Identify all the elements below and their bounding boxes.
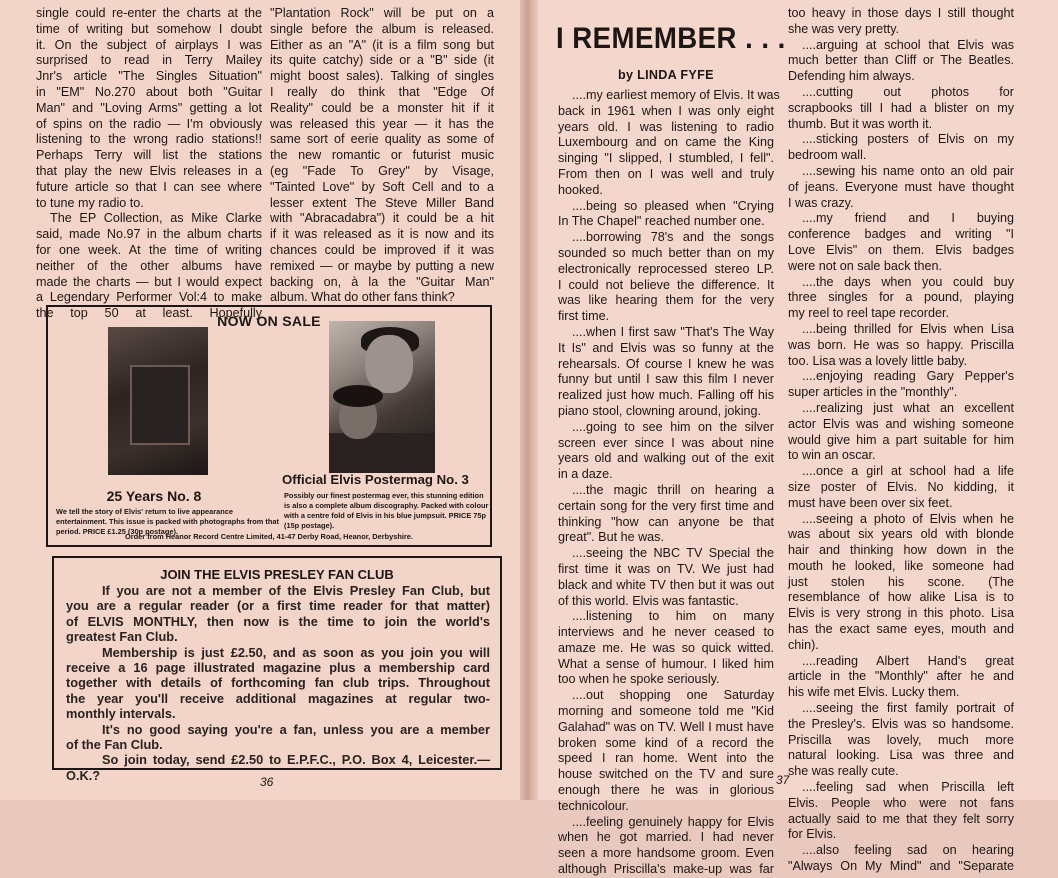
text-line: years old. I was listening to radio xyxy=(558,119,774,134)
text-line: conference badges and writing "I xyxy=(788,227,1014,242)
text-line: made the charts — but I would expect xyxy=(36,274,262,289)
fan-club-text-line: of ELVIS MONTHLY, then now is the time to join the world's xyxy=(66,613,490,629)
advert-order-address: Order from Heanor Record Centre Limited, 41-47 Derby Road, Heanor, Derbyshire. xyxy=(125,532,413,541)
fan-club-text-line: together with details of forthcoming fan club trips. Throughout xyxy=(66,675,490,691)
text-line: in "EM" No.270 about both "Guitar xyxy=(36,84,262,99)
text-line: first time it was on TV. We just had xyxy=(558,561,774,576)
text-line: much better than Cliff or The Beatles. xyxy=(788,53,1014,68)
text-line: ....borrowing 78's and the songs xyxy=(572,230,774,245)
text-line: for Elvis. xyxy=(788,827,837,842)
text-line: too. Lisa was a lovely little baby. xyxy=(788,353,967,368)
fan-club-text-line: monthly intervals. xyxy=(66,706,176,722)
text-line: ....when I first saw "That's The Way xyxy=(572,324,774,339)
text-line: ....arguing at school that Elvis was xyxy=(802,37,1014,52)
right-page xyxy=(532,0,1058,877)
text-line: resemblance of how alike Lisa is to xyxy=(788,590,1014,605)
text-line: too when he spoke seriously. xyxy=(558,672,720,687)
text-line: I could not believe the difference. It xyxy=(558,277,774,292)
text-line: natural looking. Lisa was three and xyxy=(788,748,1014,763)
text-line: the Presley's. Elvis was so handsome. xyxy=(788,716,1014,731)
text-line: was born. He was so happy. Priscilla xyxy=(788,337,1014,352)
text-line: I really do think that "Edge Of xyxy=(270,84,494,99)
fan-club-body xyxy=(66,583,490,783)
text-line: technicolour. xyxy=(558,798,629,813)
text-line: were not on sale back then. xyxy=(788,258,943,273)
text-line: ....sticking posters of Elvis on my xyxy=(802,132,1014,147)
text-line: just stolen his scone. (The xyxy=(788,574,1014,589)
text-line: ....realizing just what an excellent xyxy=(802,400,1014,415)
text-line: would give him a part suitable for him xyxy=(788,432,1014,447)
text-line: speed I ran home. Went into the xyxy=(558,751,774,766)
text-line: ....once a girl at school had a life xyxy=(802,464,1014,479)
text-line: super articles in the "monthly". xyxy=(788,385,958,400)
text-line: singing "I slipped, I stumbled, I fell". xyxy=(558,151,774,166)
text-line: What a sense of humour. I liked him xyxy=(558,656,774,671)
text-line: "Always On My Mind" and "Separate xyxy=(788,859,1014,874)
text-line: backing on, à la the "Guitar Man" xyxy=(270,274,494,289)
text-line: ....sewing his name onto an old pair xyxy=(802,163,1014,178)
text-line: actor Elvis was and wishing someone xyxy=(788,416,1014,431)
text-line: of jeans. Everyone must have thought xyxy=(788,179,1014,194)
text-line: funny but until I saw this film I never xyxy=(558,372,774,387)
text-line: surprised to read in Terry Mailey xyxy=(36,53,262,68)
text-line: ....out shopping one Saturday xyxy=(572,688,774,703)
text-line: realized just how much. Falling off his xyxy=(558,388,774,403)
text-line: future article so that I can see where xyxy=(36,179,262,194)
text-line: size poster of Elvis. No kidding, it xyxy=(788,479,1014,494)
text-line: same sort of eerie quality as some of xyxy=(270,132,494,147)
text-line: ....seeing a photo of Elvis when he xyxy=(802,511,1014,526)
text-line: rehearsals. Of course I knew he was xyxy=(558,356,774,371)
page-number: 36 xyxy=(260,775,274,789)
text-line: ....seeing the NBC TV Special the xyxy=(572,546,774,561)
text-line: scrapbooks till I had a blister on my xyxy=(788,100,1014,115)
text-line: interviews and he never ceased to xyxy=(558,625,774,640)
text-line: In The Chapel" reached number one. xyxy=(558,214,765,229)
text-line: sounded so much better than on my xyxy=(558,245,774,260)
text-line: was like hearing them for the very xyxy=(558,293,774,308)
advert-item-title-2: Official Elvis Postermag No. 3 xyxy=(282,472,469,487)
text-line: thumb. But it was worth it. xyxy=(788,116,933,131)
text-line: (eg "Fade To Grey" by Visage, xyxy=(270,163,494,178)
text-line: Luxembourg and on came the King xyxy=(558,135,774,150)
text-line: lesser extent The Steve Miller Band xyxy=(270,195,494,210)
fan-club-text-line: So join today, send £2.50 to E.P.F.C., P.O. Box 4, Leicester.— xyxy=(102,752,490,768)
text-line: said, made No.97 in the album charts xyxy=(36,227,262,242)
elvis-photo-image xyxy=(329,321,435,471)
text-line: my reel to reel tape recorder. xyxy=(788,306,949,321)
text-line: chances could be improved if it was xyxy=(270,242,494,257)
text-line: ....feeling genuinely happy for Elvis xyxy=(572,814,774,829)
left-page xyxy=(0,0,525,800)
text-line: single could re-enter the charts at the xyxy=(36,6,262,20)
text-line: of this world. Elvis was fantastic. xyxy=(558,593,739,608)
text-line: in a daze. xyxy=(558,467,613,482)
text-line: ....the magic thrill on hearing a xyxy=(572,482,774,497)
text-line: hair and thinking how down in the xyxy=(788,543,1014,558)
text-line: thinking "how can anyone be that xyxy=(558,514,774,529)
fan-club-title: JOIN THE ELVIS PRESLEY FAN CLUB xyxy=(160,567,394,582)
text-line: Galahad" was on TV. Well I must have xyxy=(558,719,774,734)
text-line: time of writing but somehow I doubt xyxy=(36,21,262,36)
text-line: three singles for a pound, playing xyxy=(788,290,1014,305)
text-line: Elvis. People who were not fans xyxy=(788,795,1014,810)
text-line: when he got married. I had never xyxy=(558,830,774,845)
text-line: must have been over six feet. xyxy=(788,495,953,510)
page-number: 37 xyxy=(776,773,790,787)
text-line: years old and walking out of the exit xyxy=(558,451,774,466)
fan-club-text-line: the year you'll receive additional magazines at regular two- xyxy=(66,690,490,706)
text-line: It Is" and Elvis was so funny at the xyxy=(558,340,774,355)
text-line: has the exact same eyes, mouth and xyxy=(788,622,1014,637)
text-line: The EP Collection, as Mike Clarke xyxy=(50,211,262,226)
fan-club-text-line: greatest Fan Club. xyxy=(66,629,178,645)
text-line: article in the "Monthly" after he and xyxy=(788,669,1014,684)
text-line: back in 1961 when I was only eight xyxy=(558,103,774,118)
text-line: electronically reprocessed stereo LP. xyxy=(558,261,774,276)
text-line: From then on I was well and truly xyxy=(558,166,774,181)
text-line: she was really cute. xyxy=(788,764,899,779)
text-line: ....listening to him on many xyxy=(572,609,774,624)
text-line: "Plantation Rock" will be put on a xyxy=(270,6,494,20)
text-line: too heavy in those days I still thought xyxy=(788,6,1014,20)
text-line: neither of the other albums have xyxy=(36,258,262,273)
text-line: the top 50 at least. Hopefully xyxy=(36,306,262,321)
fan-club-text-line: you are a regular reader (or a first time reader for that matter) xyxy=(66,598,490,614)
text-line: was released this year — it has the xyxy=(270,116,494,131)
page-gutter xyxy=(520,0,538,800)
text-line: seen a more handsome groom. Even xyxy=(558,846,774,861)
text-line: with "Abracadabra") it could be a hit xyxy=(270,211,494,226)
text-line: album. What do other fans think? xyxy=(270,290,455,305)
text-line: morning and someone told me "Kid xyxy=(558,704,774,719)
text-line: if it was released as it is now and its xyxy=(270,227,494,242)
text-line: the new romantic or futurist music xyxy=(270,148,494,163)
text-line: enough there he was in glorious xyxy=(558,783,774,798)
text-line: "Tainted Love" by Soft Cell and to a xyxy=(270,179,494,194)
text-line: ....also feeling sad on hearing xyxy=(802,843,1014,858)
text-line: Priscilla was lovely, much more xyxy=(788,732,1014,747)
text-line: that play the new Elvis releases in a xyxy=(36,163,262,178)
text-line: ....enjoying reading Gary Pepper's xyxy=(802,369,1014,384)
text-line: chin). xyxy=(788,637,819,652)
text-line: for one week. At the time of writing xyxy=(36,242,262,257)
advert-title: NOW ON SALE xyxy=(217,313,321,329)
fan-club-text-line: Membership is just £2.50, and as soon as you join you will xyxy=(102,644,490,660)
text-line: ....cutting out photos for xyxy=(802,84,1014,99)
text-line: Elvis is very strong in this photo. Lisa xyxy=(788,606,1014,621)
text-line: house switched on the TV and sure xyxy=(558,767,774,782)
text-line: ....seeing the first family portrait of xyxy=(802,701,1014,716)
article-column-left-2 xyxy=(270,6,494,306)
advert-item-desc-2: Possibly our finest postermag ever, this stunning edition is also a complete album discography. Packed with colour with a centre fold of Elvis in his blue jumpsuit. PRICE 75p (15p postage). xyxy=(284,491,489,530)
article-byline: by LINDA FYFE xyxy=(618,68,714,82)
text-line: remixed — or maybe by putting a new xyxy=(270,258,494,273)
fan-club-text-line: If you are not a member of the Elvis Presley Fan Club, but xyxy=(102,583,490,598)
text-line: Jnr's article "The Singles Situation" xyxy=(36,69,262,84)
text-line: first time. xyxy=(558,309,610,324)
text-line: Love Elvis" on them. Elvis badges xyxy=(788,242,1014,257)
text-line: it. On the subject of airplays I was xyxy=(36,37,262,52)
text-line: ....my friend and I buying xyxy=(802,211,1014,226)
article-headline: I REMEMBER . . . xyxy=(556,22,786,55)
text-line: mouth he looked, like someone had xyxy=(788,558,1014,573)
text-line: single before the album is released. xyxy=(270,21,494,36)
text-line: I was crazy. xyxy=(788,195,854,210)
text-line: ....being so pleased when "Crying xyxy=(572,198,774,213)
article-column-right-1 xyxy=(558,88,780,878)
text-line: Reality" could be a monster hit if it xyxy=(270,100,494,115)
text-line: ....the days when you could buy xyxy=(802,274,1014,289)
text-line: Either as an "A" (it is a film song but xyxy=(270,37,494,52)
text-line: broken some kind of a record the xyxy=(558,735,774,750)
advert-item-desc-1: We tell the story of Elvis' return to live appearance entertainment. This issue is packed with photographs from that period. PRICE £1.25 (30p postage). xyxy=(56,507,279,536)
text-line: might boost sales). Talking of singles xyxy=(270,69,494,84)
fan-club-text-line: It's no good saying you're a fan, unless you are a member xyxy=(102,721,490,737)
text-line: she was very pretty. xyxy=(788,21,900,36)
text-line: was about six years old with blonde xyxy=(788,527,1014,542)
text-line: hooked. xyxy=(558,182,603,197)
text-line: amaze me. He was so quick witted. xyxy=(558,640,774,655)
text-line: a Legendary Performer Vol:4 to make xyxy=(36,290,262,305)
text-line: ....being thrilled for Elvis when Lisa xyxy=(802,321,1014,336)
text-line: bedroom wall. xyxy=(788,148,867,163)
magazine-cover-image xyxy=(108,327,208,475)
fan-club-text-line: receive a 16 page illustrated magazine plus a membership card xyxy=(66,659,490,675)
fan-club-text-line: O.K.? xyxy=(66,767,101,783)
text-line: ....feeling sad when Priscilla left xyxy=(802,780,1014,795)
text-line: listening to the wrong radio stations!! xyxy=(36,132,262,147)
article-column-right-2 xyxy=(788,6,1014,875)
article-column-left-1 xyxy=(36,6,262,322)
text-line: to win an oscar. xyxy=(788,448,876,463)
text-line: to tune my radio to. xyxy=(36,195,144,210)
text-line: his wife met Elvis. Lucky them. xyxy=(788,685,960,700)
text-line: piano stool, clowning around, joking. xyxy=(558,403,762,418)
text-line: ....my earliest memory of Elvis. It was xyxy=(572,88,780,102)
text-line: Man" and "Loving Arms" getting a lot xyxy=(36,100,262,115)
advert-item-title-1: 25 Years No. 8 xyxy=(106,488,202,504)
text-line: although Priscilla's make-up was far xyxy=(558,862,774,877)
text-line: Defending him always. xyxy=(788,69,915,84)
text-line: its quite catchy) side or a "B" side (it xyxy=(270,53,494,68)
text-line: certain song for the very first time and xyxy=(558,498,774,513)
text-line: ....going to see him on the silver xyxy=(572,419,774,434)
text-line: great". But he was. xyxy=(558,530,664,545)
now-on-sale-advert xyxy=(46,305,492,547)
text-line: ....reading Albert Hand's great xyxy=(802,653,1014,668)
text-line: actually said to me that they felt sorry xyxy=(788,811,1014,826)
text-line: screen ever since I was about nine xyxy=(558,435,774,450)
text-line: black and white TV then but it was out xyxy=(558,577,774,592)
fan-club-text-line: of the Fan Club. xyxy=(66,736,163,752)
text-line: of spins on the radio — I'm obviously xyxy=(36,116,262,131)
text-line: Perhaps Terry will list the stations xyxy=(36,148,262,163)
